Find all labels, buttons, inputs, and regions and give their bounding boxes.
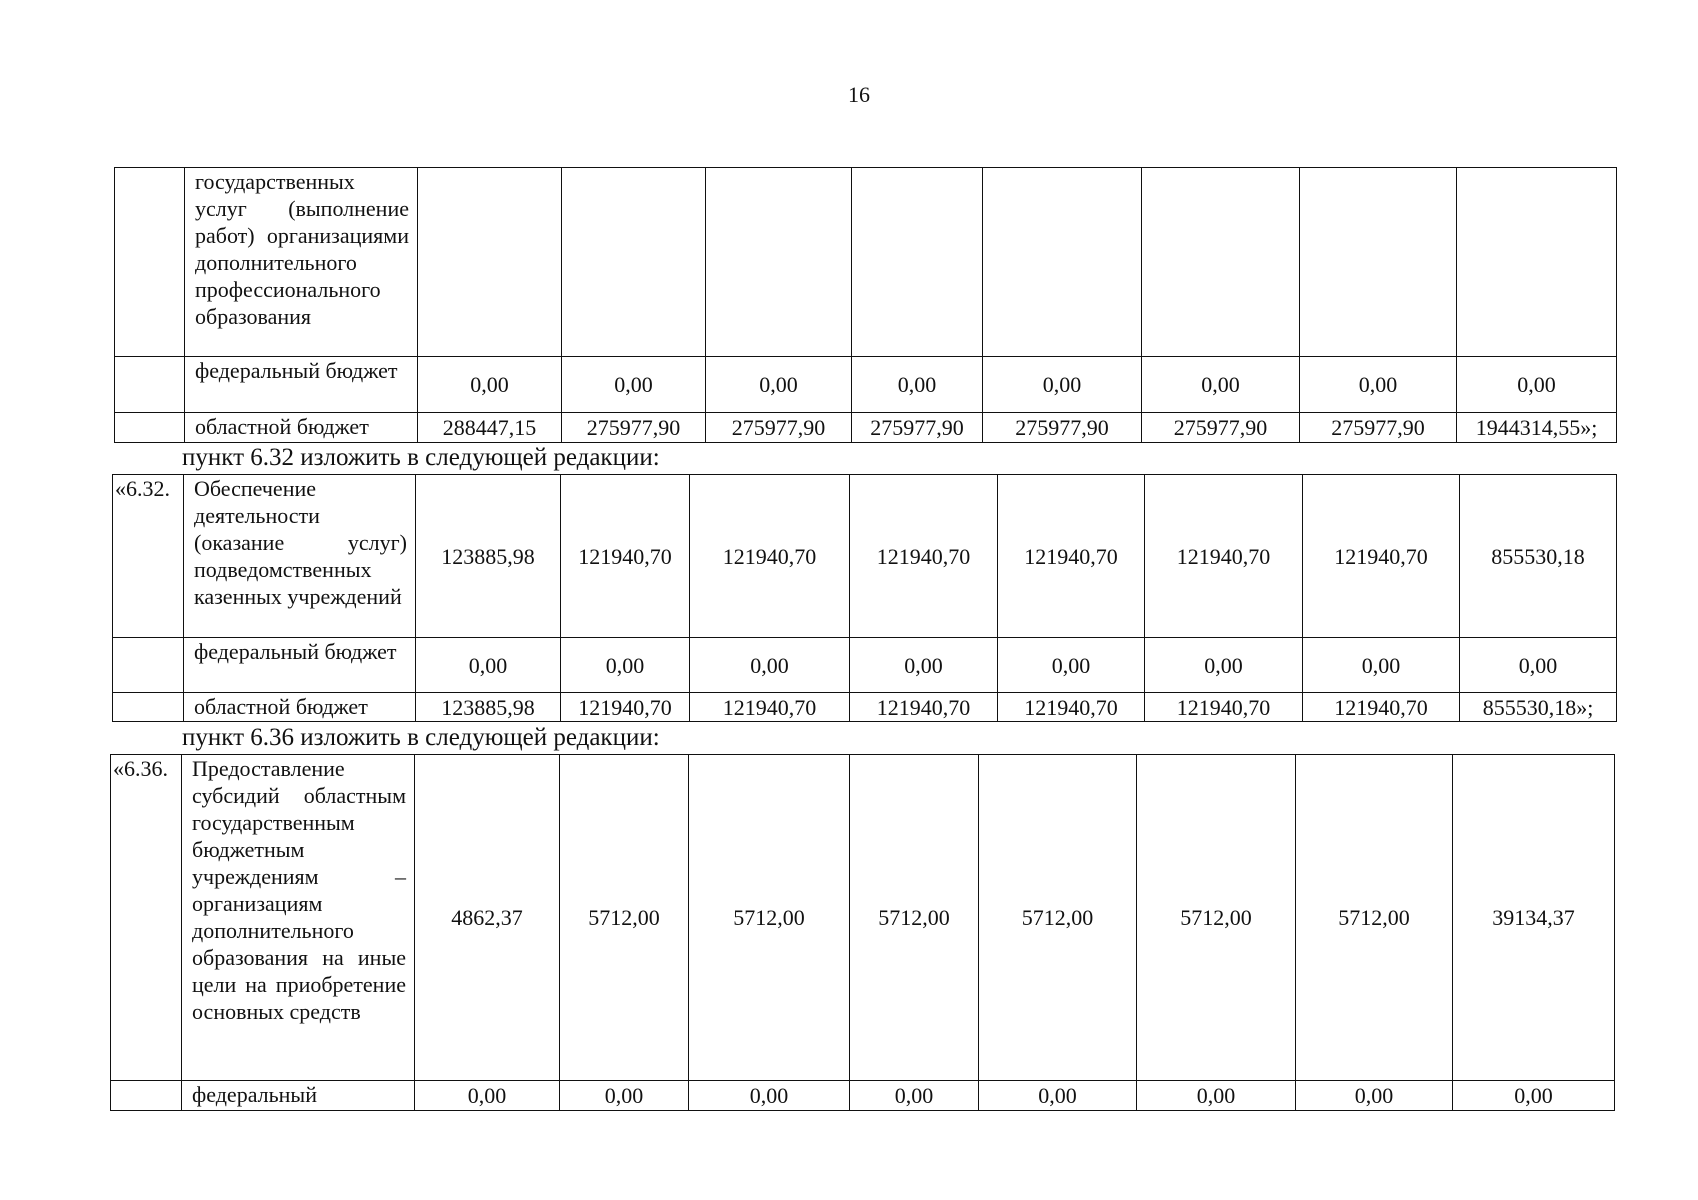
value-cell: 0,00 <box>1145 638 1303 693</box>
value-cell: 855530,18»; <box>1460 693 1617 722</box>
value-cell: 0,00 <box>979 1081 1137 1111</box>
value-cell: 0,00 <box>1453 1081 1615 1111</box>
value-cell: 4862,37 <box>415 755 560 1081</box>
table-row <box>111 1081 1615 1111</box>
value-cell <box>706 168 852 357</box>
value-cell: 5712,00 <box>689 755 850 1081</box>
value-cell: 5712,00 <box>1137 755 1296 1081</box>
value-cell: 121940,70 <box>561 475 690 638</box>
value-cell <box>1300 168 1457 357</box>
table-row <box>111 755 1615 1081</box>
value-cell: 123885,98 <box>416 693 561 722</box>
value-cell: 121940,70 <box>561 693 690 722</box>
value-cell: 0,00 <box>1303 638 1460 693</box>
item-name-cell: федеральный бюджет <box>184 638 416 693</box>
item-number-cell <box>115 357 185 413</box>
value-cell: 121940,70 <box>690 475 850 638</box>
table-row <box>113 475 1617 638</box>
value-cell: 121940,70 <box>1303 693 1460 722</box>
value-cell: 123885,98 <box>416 475 561 638</box>
item-name-cell: Предоставление субсидий областным государственным бюджетным учреждениям – организациям дополнительного образования на иные цели на приобретение основных средств <box>182 755 415 1081</box>
value-cell: 0,00 <box>983 357 1142 413</box>
value-cell <box>983 168 1142 357</box>
value-cell: 5712,00 <box>979 755 1137 1081</box>
item-number-cell <box>115 168 185 357</box>
item-name-cell: Обеспечение деятельности (оказание услуг) подведомственных казенных учреждений <box>184 475 416 638</box>
table-row <box>113 638 1617 693</box>
value-cell: 0,00 <box>418 357 562 413</box>
value-cell: 275977,90 <box>983 413 1142 443</box>
value-cell <box>1142 168 1300 357</box>
value-cell: 0,00 <box>1300 357 1457 413</box>
value-cell: 275977,90 <box>1300 413 1457 443</box>
table-row <box>115 357 1617 413</box>
table-row <box>113 693 1617 722</box>
value-cell: 0,00 <box>1460 638 1617 693</box>
value-cell: 0,00 <box>415 1081 560 1111</box>
value-cell: 0,00 <box>1142 357 1300 413</box>
value-cell: 275977,90 <box>562 413 706 443</box>
value-cell <box>562 168 706 357</box>
value-cell: 0,00 <box>706 357 852 413</box>
value-cell: 0,00 <box>689 1081 850 1111</box>
budget-table-6-36 <box>110 754 1615 1111</box>
value-cell: 121940,70 <box>1303 475 1460 638</box>
item-number-cell: «6.32. <box>113 475 184 638</box>
value-cell: 0,00 <box>850 1081 979 1111</box>
value-cell: 121940,70 <box>998 475 1145 638</box>
item-name-cell: областной бюджет <box>185 413 418 443</box>
item-name-cell: федеральный <box>182 1081 415 1111</box>
value-cell: 0,00 <box>561 638 690 693</box>
item-number-cell <box>113 638 184 693</box>
value-cell: 121940,70 <box>1145 475 1303 638</box>
value-cell: 121940,70 <box>690 693 850 722</box>
value-cell: 0,00 <box>416 638 561 693</box>
value-cell: 0,00 <box>690 638 850 693</box>
item-number-cell <box>111 1081 182 1111</box>
value-cell: 0,00 <box>1296 1081 1453 1111</box>
amendment-caption-6-36: пункт 6.36 изложить в следующей редакции: <box>182 724 660 751</box>
value-cell: 121940,70 <box>850 693 998 722</box>
value-cell: 121940,70 <box>1145 693 1303 722</box>
budget-table-6-32 <box>112 474 1617 722</box>
value-cell: 121940,70 <box>850 475 998 638</box>
value-cell: 5712,00 <box>850 755 979 1081</box>
value-cell: 275977,90 <box>706 413 852 443</box>
value-cell: 5712,00 <box>560 755 689 1081</box>
value-cell <box>418 168 562 357</box>
budget-table-continuation <box>114 167 1617 443</box>
item-name-cell: областной бюджет <box>184 693 416 722</box>
value-cell <box>1457 168 1617 357</box>
value-cell: 1944314,55»; <box>1457 413 1617 443</box>
value-cell <box>852 168 983 357</box>
value-cell: 121940,70 <box>998 693 1145 722</box>
item-name-cell: государственных услуг (выполнение работ) организациями дополнительного профессионального образования <box>185 168 418 357</box>
value-cell: 288447,15 <box>418 413 562 443</box>
item-number-cell <box>115 413 185 443</box>
item-number-cell <box>113 693 184 722</box>
value-cell: 5712,00 <box>1296 755 1453 1081</box>
value-cell: 275977,90 <box>852 413 983 443</box>
item-name-cell: федеральный бюджет <box>185 357 418 413</box>
value-cell: 0,00 <box>852 357 983 413</box>
value-cell: 39134,37 <box>1453 755 1615 1081</box>
value-cell: 0,00 <box>560 1081 689 1111</box>
value-cell: 275977,90 <box>1142 413 1300 443</box>
value-cell: 0,00 <box>998 638 1145 693</box>
value-cell: 0,00 <box>1457 357 1617 413</box>
table-row <box>115 168 1617 357</box>
page-number: 16 <box>848 82 870 107</box>
amendment-caption-6-32: пункт 6.32 изложить в следующей редакции: <box>182 444 660 471</box>
item-number-cell: «6.36. <box>111 755 182 1081</box>
value-cell: 855530,18 <box>1460 475 1617 638</box>
table-row <box>115 413 1617 443</box>
value-cell: 0,00 <box>562 357 706 413</box>
value-cell: 0,00 <box>1137 1081 1296 1111</box>
value-cell: 0,00 <box>850 638 998 693</box>
